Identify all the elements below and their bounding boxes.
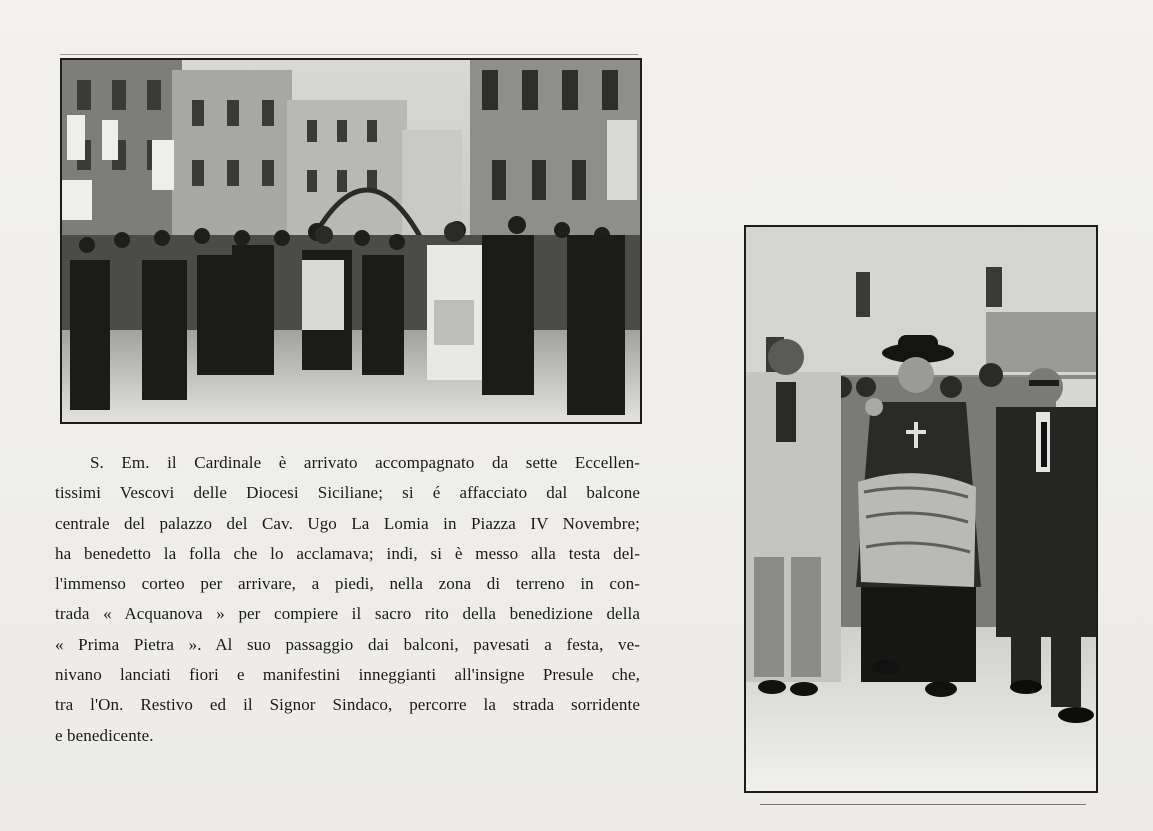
caption-line: ha benedetto la folla che lo acclamava; indi, si è messo alla testa del- — [55, 543, 640, 563]
top-rule — [60, 54, 638, 55]
caption-line: tissimi Vescovi delle Diocesi Siciliane; si é affacciato dal balcone — [55, 483, 640, 503]
procession-illustration — [62, 60, 640, 422]
caption-line: nivano lanciati fiori e manifestini inneggianti all'insigne Presule che, — [55, 665, 640, 685]
procession-street-photo — [60, 58, 642, 424]
caption-line: centrale del palazzo del Cav. Ugo La Lomia in Piazza IV Novembre; — [55, 513, 640, 533]
caption-line: S. Em. il Cardinale è arrivato accompagnato da sette Eccellen- — [90, 453, 640, 472]
caption-text — [55, 448, 640, 751]
bottom-rule — [760, 804, 1086, 805]
caption-line: tra l'On. Restivo ed il Signor Sindaco, percorre la strada sorridente — [55, 695, 640, 715]
caption-line: e benedicente. — [55, 725, 154, 745]
cardinal-portrait-photo — [744, 225, 1098, 793]
caption-line: « Prima Pietra ». Al suo passaggio dai balconi, pavesati a festa, ve- — [55, 634, 640, 654]
caption-line: l'immenso corteo per arrivare, a piedi, nella zona di terreno in con- — [55, 574, 640, 594]
cardinal-illustration — [746, 227, 1096, 791]
caption-line: trada « Acquanova » per compiere il sacro rito della benedizione della — [55, 604, 640, 624]
